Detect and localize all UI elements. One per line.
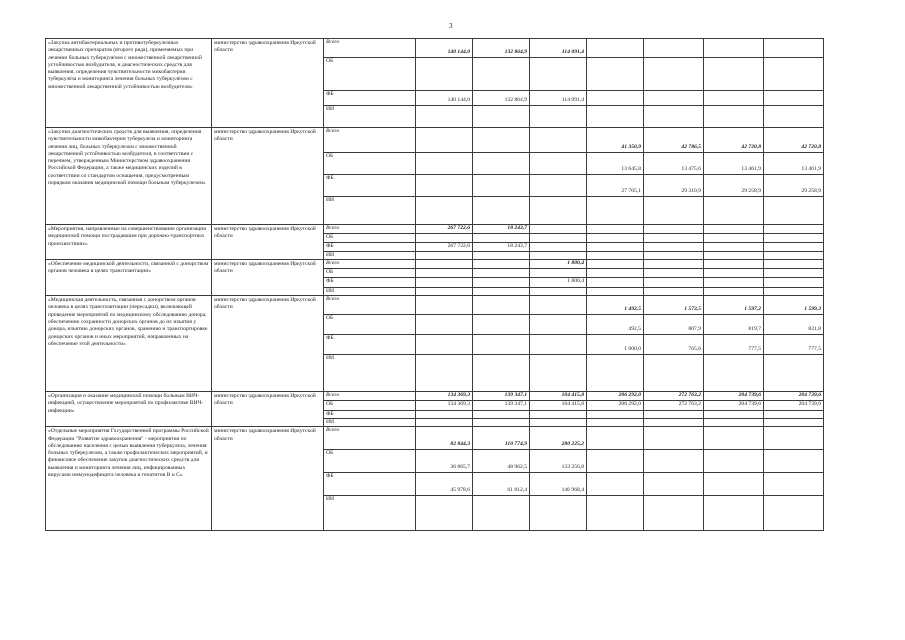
amount-cell: 13 461,9: [704, 153, 764, 175]
amount-cell: [587, 269, 644, 278]
funding-source: ФБ: [324, 278, 416, 287]
amount-cell: [473, 175, 530, 197]
executor-name: министерство здравоохранения Иркутской области: [212, 39, 324, 128]
amount-cell: [587, 418, 644, 426]
funding-source: ОБ: [324, 401, 416, 410]
funding-source: ИИ: [324, 251, 416, 259]
amount-cell: 29 258,9: [764, 175, 824, 197]
amount-cell: [764, 106, 824, 128]
executor-name: министерство здравоохранения Иркутской области: [212, 128, 324, 225]
amount-cell: 819,7: [704, 315, 764, 335]
funding-source: ФБ: [324, 242, 416, 251]
amount-cell: [704, 234, 764, 242]
amount-cell: 48 962,5: [473, 450, 530, 473]
funding-source: ОБ: [324, 58, 416, 91]
amount-cell: [530, 251, 587, 259]
amount-cell: [764, 496, 824, 531]
amount-cell: 42 786,5: [644, 128, 704, 153]
amount-cell: [764, 58, 824, 91]
amount-cell: [473, 197, 530, 225]
amount-cell: [416, 234, 473, 242]
amount-cell: 114 091,4: [530, 91, 587, 106]
funding-source: ИИ: [324, 496, 416, 531]
amount-cell: [587, 39, 644, 58]
amount-cell: [473, 153, 530, 175]
amount-cell: [764, 251, 824, 259]
amount-cell: [473, 287, 530, 295]
amount-cell: [704, 355, 764, 392]
amount-cell: [530, 242, 587, 251]
amount-cell: 140 144,0: [416, 91, 473, 106]
funding-source: ФБ: [324, 410, 416, 418]
table-row: [46, 427, 824, 450]
amount-cell: 1 599,3: [764, 296, 824, 315]
amount-cell: [704, 197, 764, 225]
event-name: «Закупка антибактериальных и противотуберкулезных лекарственных препаратов (второго ряда), применяемых при лечении больных туберкулезом с множественной лекарственной устойчивостью возбудителя, и диагностических средств для выявления, определения чувствительности микобактерии туберкулёза и мониторинга лечения больных туберкулёзом с множественной лекарственной устойчивостью возбудителя»: [46, 39, 212, 128]
amount-cell: [587, 225, 644, 234]
amount-cell: [704, 287, 764, 295]
amount-cell: [587, 91, 644, 106]
amount-cell: [416, 278, 473, 287]
amount-cell: [530, 287, 587, 295]
amount-cell: [473, 269, 530, 278]
amount-cell: 206 292,0: [587, 392, 644, 401]
amount-cell: 272 763,2: [644, 392, 704, 401]
amount-cell: [644, 496, 704, 531]
amount-cell: [764, 225, 824, 234]
funding-source: ФБ: [324, 175, 416, 197]
executor-name: министерство здравоохранения Иркутской области: [212, 427, 324, 531]
amount-cell: 139 347,1: [473, 392, 530, 401]
amount-cell: [587, 58, 644, 91]
amount-cell: [473, 58, 530, 91]
amount-cell: 492,5: [587, 315, 644, 335]
executor-name: министерство здравоохранения Иркутской области: [212, 392, 324, 427]
amount-cell: 134 369,3: [416, 392, 473, 401]
amount-cell: 27 705,1: [587, 175, 644, 197]
event-name: «Отдельные мероприятия Государственной программы Российской Федерации "Развитие здравоохранения" - мероприятия по обследованию населения с целью выявления туберкулеза, лечения больных туберкулезом, а также профилактических мероприятий, и финансовое обеспечение закупок диагностических средств для выявления и мониторинга лечения лиц, инфицированных вирусами иммунодефицита человека и гепатитов B и C»: [46, 427, 212, 531]
amount-cell: 104 415,8: [530, 392, 587, 401]
amount-cell: [704, 242, 764, 251]
event-name: «Организация и оказание медицинской помощи больным ВИЧ-инфекцией, осуществление мероприятий по профилактике ВИЧ-инфекции»: [46, 392, 212, 427]
amount-cell: [530, 234, 587, 242]
amount-cell: 132 864,9: [473, 39, 530, 58]
funding-source: ИИ: [324, 287, 416, 295]
amount-cell: [587, 260, 644, 269]
amount-cell: [587, 242, 644, 251]
amount-cell: [704, 260, 764, 269]
amount-cell: [416, 355, 473, 392]
amount-cell: [530, 296, 587, 315]
amount-cell: [704, 58, 764, 91]
funding-source: ОБ: [324, 234, 416, 242]
amount-cell: [416, 269, 473, 278]
amount-cell: 36 865,7: [416, 450, 473, 473]
amount-cell: [644, 473, 704, 496]
amount-cell: [587, 496, 644, 531]
funding-source: Всего: [324, 225, 416, 234]
amount-cell: 204 739,6: [764, 392, 824, 401]
amount-cell: [764, 450, 824, 473]
amount-cell: [473, 128, 530, 153]
funding-source: ОБ: [324, 450, 416, 473]
amount-cell: [764, 269, 824, 278]
amount-cell: [644, 450, 704, 473]
amount-cell: [704, 418, 764, 426]
amount-cell: [530, 175, 587, 197]
amount-cell: [764, 197, 824, 225]
amount-cell: [473, 335, 530, 355]
amount-cell: 1 492,5: [587, 296, 644, 315]
amount-cell: [530, 335, 587, 355]
amount-cell: [587, 234, 644, 242]
budget-table: [45, 38, 824, 531]
amount-cell: [587, 278, 644, 287]
amount-cell: 777,5: [704, 335, 764, 355]
amount-cell: [416, 410, 473, 418]
amount-cell: [416, 153, 473, 175]
amount-cell: [764, 91, 824, 106]
amount-cell: [530, 269, 587, 278]
amount-cell: [530, 315, 587, 335]
amount-cell: [704, 91, 764, 106]
amount-cell: [530, 128, 587, 153]
table-body: [46, 39, 824, 531]
amount-cell: [644, 418, 704, 426]
amount-cell: [644, 287, 704, 295]
amount-cell: [416, 315, 473, 335]
amount-cell: [644, 197, 704, 225]
amount-cell: [587, 287, 644, 295]
amount-cell: [530, 58, 587, 91]
amount-cell: 140 144,0: [416, 39, 473, 58]
amount-cell: 1 000,0: [587, 335, 644, 355]
table-row: [46, 39, 824, 58]
amount-cell: [416, 335, 473, 355]
funding-source: Всего: [324, 427, 416, 450]
amount-cell: 134 369,3: [416, 401, 473, 410]
amount-cell: [530, 410, 587, 418]
amount-cell: [704, 278, 764, 287]
amount-cell: [473, 496, 530, 531]
amount-cell: 82 844,3: [416, 427, 473, 450]
amount-cell: [587, 473, 644, 496]
amount-cell: [416, 287, 473, 295]
table-row: [46, 225, 824, 234]
amount-cell: [644, 234, 704, 242]
amount-cell: [473, 278, 530, 287]
amount-cell: 139 347,1: [473, 401, 530, 410]
amount-cell: 146 968,4: [530, 473, 587, 496]
amount-cell: [704, 251, 764, 259]
amount-cell: 1 800,4: [530, 278, 587, 287]
amount-cell: [416, 128, 473, 153]
amount-cell: 1 800,4: [530, 260, 587, 269]
amount-cell: 104 415,8: [530, 401, 587, 410]
amount-cell: [644, 355, 704, 392]
amount-cell: 280 225,2: [530, 427, 587, 450]
amount-cell: [473, 418, 530, 426]
amount-cell: [764, 260, 824, 269]
amount-cell: [764, 278, 824, 287]
event-name: «Обеспечение медицинской деятельности, связанной с донорством органов человека в целях трансплантации»: [46, 260, 212, 296]
amount-cell: 807,9: [644, 315, 704, 335]
funding-source: ФБ: [324, 473, 416, 496]
amount-cell: 18 243,7: [473, 225, 530, 234]
amount-cell: 267 722,6: [416, 242, 473, 251]
amount-cell: [644, 106, 704, 128]
amount-cell: [644, 58, 704, 91]
amount-cell: [704, 496, 764, 531]
funding-source: ИИ: [324, 418, 416, 426]
amount-cell: 110 774,9: [473, 427, 530, 450]
amount-cell: [587, 106, 644, 128]
page-number: 3: [449, 22, 453, 30]
amount-cell: 272 763,2: [644, 401, 704, 410]
amount-cell: [764, 410, 824, 418]
event-name: «Мероприятия, направленные на совершенствование организации медицинской помощи пострадавшим при дорожно-транспортных происшествиях»: [46, 225, 212, 260]
amount-cell: 61 812,4: [473, 473, 530, 496]
amount-cell: [416, 58, 473, 91]
funding-source: Всего: [324, 296, 416, 315]
amount-cell: [416, 251, 473, 259]
funding-source: ИИ: [324, 197, 416, 225]
amount-cell: 42 720,8: [764, 128, 824, 153]
amount-cell: [416, 418, 473, 426]
amount-cell: 132 864,9: [473, 91, 530, 106]
amount-cell: 204 739,6: [764, 401, 824, 410]
amount-cell: [704, 427, 764, 450]
table-row: [46, 128, 824, 153]
event-name: «Медицинская деятельность, связанная с донорством органов человека в целях трансплантации (пересадки), включающей проведение мероприятий по медицинскому обследованию донора, обеспечению сохранности донорских органов до их изъятия у донора, изъятию донорских органов, хранению и транспортировке донорских органов и иных мероприятий, направленных на обеспечение этой деятельности»: [46, 296, 212, 392]
amount-cell: 206 292,0: [587, 401, 644, 410]
table-row: [46, 392, 824, 401]
amount-cell: [644, 251, 704, 259]
amount-cell: [473, 315, 530, 335]
funding-source: Всего: [324, 39, 416, 58]
amount-cell: [587, 427, 644, 450]
amount-cell: 777,5: [764, 335, 824, 355]
amount-cell: [530, 418, 587, 426]
executor-name: министерство здравоохранения Иркутской области: [212, 225, 324, 260]
amount-cell: [764, 418, 824, 426]
amount-cell: [704, 39, 764, 58]
amount-cell: 133 256,8: [530, 450, 587, 473]
amount-cell: [416, 106, 473, 128]
amount-cell: 1 573,5: [644, 296, 704, 315]
amount-cell: [764, 234, 824, 242]
table-row: [46, 260, 824, 269]
amount-cell: 45 978,6: [416, 473, 473, 496]
amount-cell: [644, 278, 704, 287]
amount-cell: [587, 450, 644, 473]
amount-cell: [416, 296, 473, 315]
amount-cell: [530, 106, 587, 128]
amount-cell: 42 720,8: [704, 128, 764, 153]
amount-cell: 13 475,6: [644, 153, 704, 175]
amount-cell: 18 243,7: [473, 242, 530, 251]
amount-cell: [587, 197, 644, 225]
amount-cell: [644, 427, 704, 450]
amount-cell: 1 597,2: [704, 296, 764, 315]
amount-cell: [644, 410, 704, 418]
amount-cell: [416, 260, 473, 269]
amount-cell: [416, 175, 473, 197]
amount-cell: [644, 260, 704, 269]
executor-name: министерство здравоохранения Иркутской области: [212, 296, 324, 392]
amount-cell: [764, 355, 824, 392]
amount-cell: [644, 269, 704, 278]
amount-cell: [764, 427, 824, 450]
amount-cell: 204 739,6: [704, 392, 764, 401]
funding-source: ФБ: [324, 91, 416, 106]
amount-cell: 821,8: [764, 315, 824, 335]
amount-cell: [587, 410, 644, 418]
amount-cell: [644, 39, 704, 58]
amount-cell: 29 310,9: [644, 175, 704, 197]
funding-source: ИИ: [324, 106, 416, 128]
funding-source: ОБ: [324, 315, 416, 335]
funding-source: ИИ: [324, 355, 416, 392]
funding-source: ФБ: [324, 335, 416, 355]
amount-cell: [473, 355, 530, 392]
funding-source: Всего: [324, 128, 416, 153]
amount-cell: [416, 197, 473, 225]
funding-source: ОБ: [324, 269, 416, 278]
amount-cell: [644, 242, 704, 251]
amount-cell: [587, 355, 644, 392]
amount-cell: [473, 296, 530, 315]
funding-source: Всего: [324, 392, 416, 401]
amount-cell: [473, 410, 530, 418]
amount-cell: [473, 106, 530, 128]
amount-cell: [704, 269, 764, 278]
amount-cell: [704, 225, 764, 234]
amount-cell: 29 258,9: [704, 175, 764, 197]
amount-cell: [764, 287, 824, 295]
amount-cell: 13 461,9: [764, 153, 824, 175]
funding-source: Всего: [324, 260, 416, 269]
amount-cell: [644, 225, 704, 234]
amount-cell: 13 645,8: [587, 153, 644, 175]
amount-cell: [764, 39, 824, 58]
amount-cell: [530, 153, 587, 175]
amount-cell: [530, 355, 587, 392]
amount-cell: [764, 242, 824, 251]
table-row: [46, 296, 824, 315]
amount-cell: 41 350,9: [587, 128, 644, 153]
funding-source: ОБ: [324, 153, 416, 175]
amount-cell: [704, 450, 764, 473]
amount-cell: 765,6: [644, 335, 704, 355]
amount-cell: [530, 225, 587, 234]
amount-cell: [473, 251, 530, 259]
amount-cell: [473, 234, 530, 242]
amount-cell: [473, 260, 530, 269]
amount-cell: [587, 251, 644, 259]
amount-cell: 204 739,6: [704, 401, 764, 410]
amount-cell: 114 091,4: [530, 39, 587, 58]
executor-name: министерство здравоохранения Иркутской области: [212, 260, 324, 296]
amount-cell: [416, 496, 473, 531]
amount-cell: [704, 410, 764, 418]
amount-cell: [764, 473, 824, 496]
event-name: «Закупки диагностических средств для выявления, определения чувствительности микобактерии туберкулеза и мониторинга лечения лиц, больных туберкулезом с множественной лекарственной устойчивостью возбудителя, в соответствии с перечнем, утвержденным Министерством здравоохранения Российской Федерации, а также медицинских изделий в соответствии со стандартом оснащения, предусмотренным порядком оказания медицинской помощи больным туберкулезом»: [46, 128, 212, 225]
amount-cell: [530, 496, 587, 531]
amount-cell: [644, 91, 704, 106]
amount-cell: [530, 197, 587, 225]
amount-cell: [704, 106, 764, 128]
amount-cell: 267 722,6: [416, 225, 473, 234]
amount-cell: [704, 473, 764, 496]
